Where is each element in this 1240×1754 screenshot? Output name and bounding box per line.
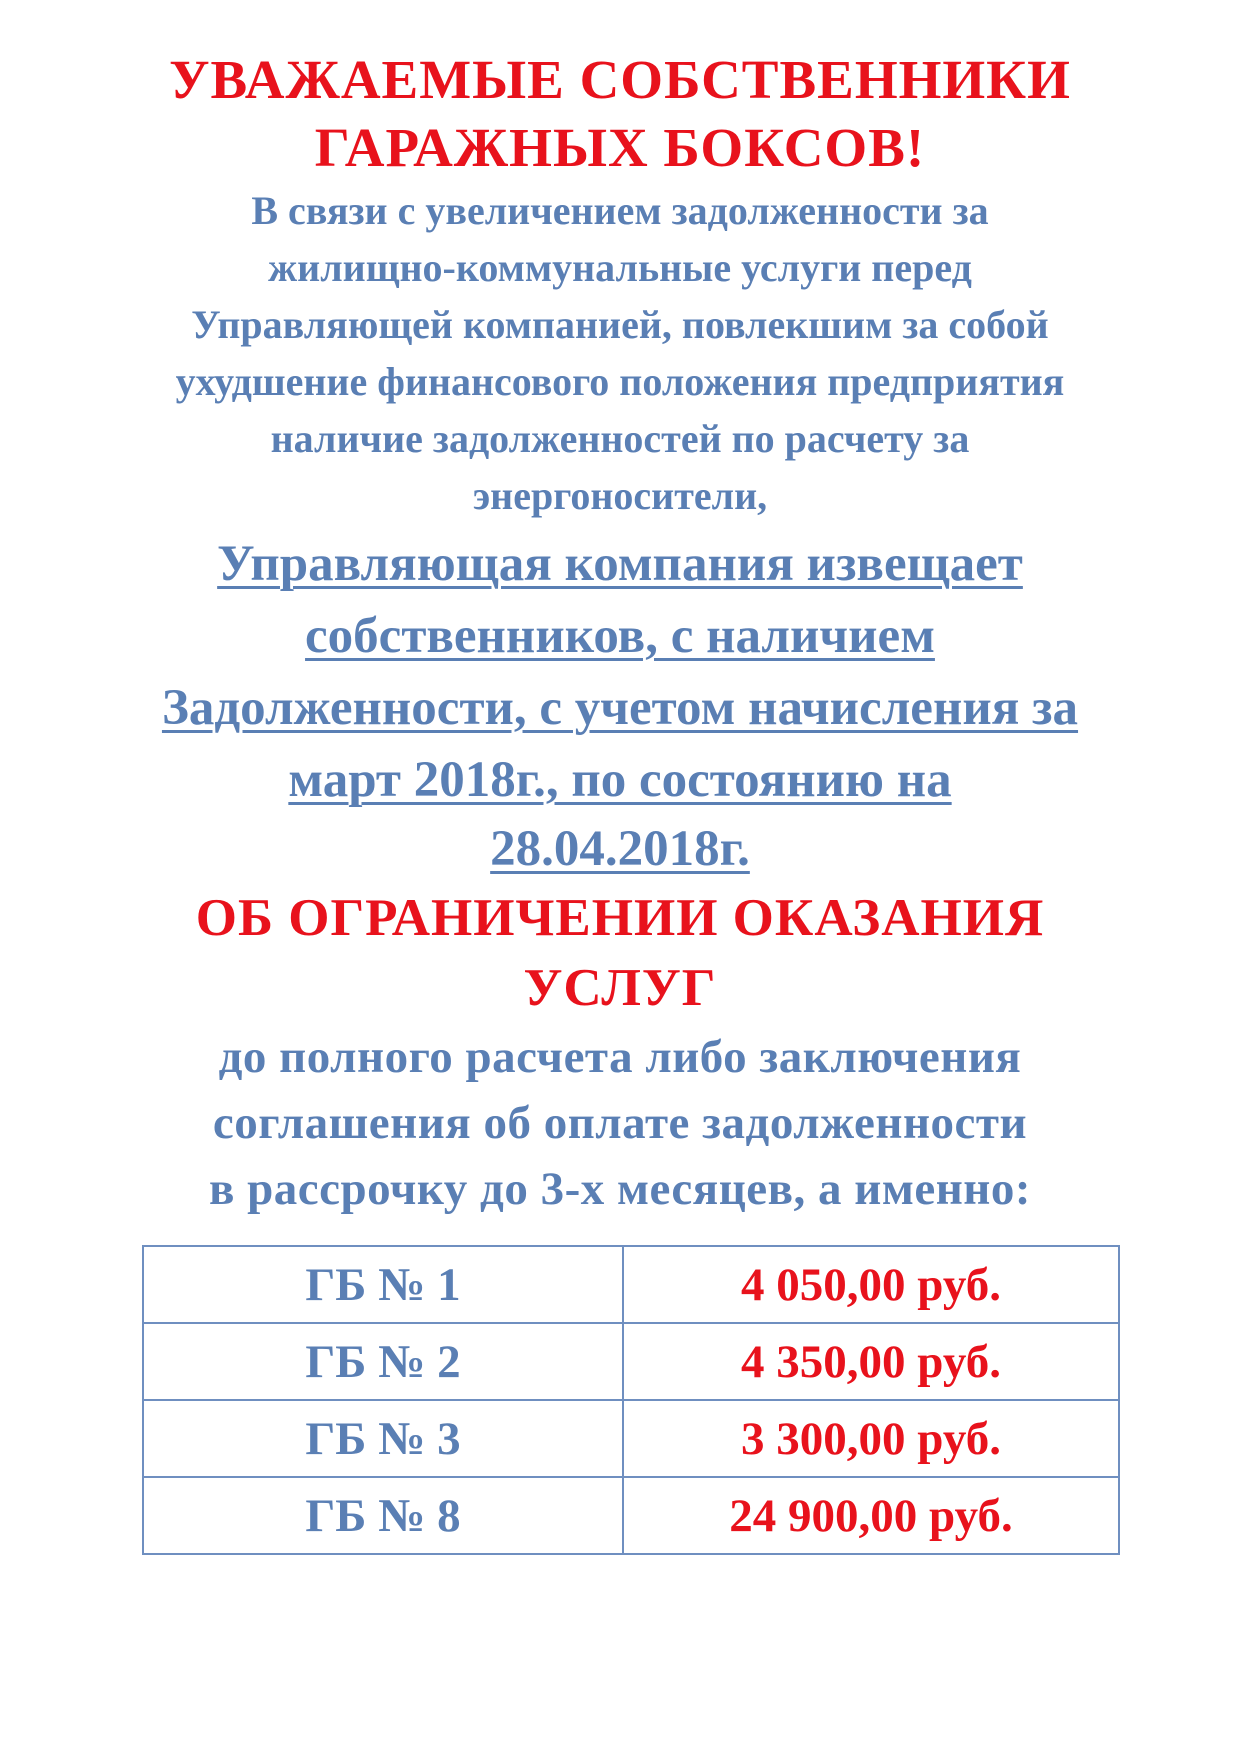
table-row (143, 1323, 1119, 1400)
notice-line-4: март 2018г., по состоянию на (288, 752, 952, 808)
notice-line-5: 28.04.2018г. (490, 821, 750, 877)
heading-line-2: ГАРАЖНЫХ БОКСОВ! (314, 117, 926, 178)
intro-line-2: жилищно-коммунальные услуги перед (268, 245, 972, 290)
heading-line-1: УВАЖАЕМЫЕ СОБСТВЕННИКИ (169, 49, 1071, 110)
intro-line-1: В связи с увеличением задолженности за (251, 188, 989, 233)
debt-amount-cell: 4 050,00 руб. (623, 1246, 1119, 1323)
debt-amount-cell: 24 900,00 руб. (623, 1477, 1119, 1554)
condition-line-2: соглашения об оплате задолженности (212, 1097, 1028, 1149)
garage-box-cell: ГБ № 2 (143, 1323, 623, 1400)
debt-amount-cell: 3 300,00 руб. (623, 1400, 1119, 1477)
notice-line-2: собственников, с наличием (305, 608, 935, 664)
intro-line-6: энергоносители, (472, 473, 768, 518)
condition-line-3: в рассрочку до 3-х месяцев, а именно: (208, 1163, 1032, 1215)
table-row (143, 1246, 1119, 1323)
debts-table (142, 1245, 1120, 1555)
restriction-line-2: УСЛУГ (523, 959, 717, 1017)
garage-box-cell: ГБ № 3 (143, 1400, 623, 1477)
table-row (143, 1477, 1119, 1554)
debt-amount-cell: 4 350,00 руб. (623, 1323, 1119, 1400)
garage-box-cell: ГБ № 1 (143, 1246, 623, 1323)
garage-box-cell: ГБ № 8 (143, 1477, 623, 1554)
condition-line-1: до полного расчета либо заключения (218, 1031, 1022, 1083)
intro-line-3: Управляющей компанией, повлекшим за собой (191, 302, 1049, 347)
notice-line-1: Управляющая компания извещает (217, 536, 1023, 592)
notice-line-3: Задолженности, с учетом начисления за (161, 680, 1079, 736)
table-row (143, 1400, 1119, 1477)
restriction-line-1: ОБ ОГРАНИЧЕНИИ ОКАЗАНИЯ (195, 889, 1045, 947)
intro-line-5: наличие задолженностей по расчету за (270, 416, 970, 461)
intro-line-4: ухудшение финансового положения предприятия (175, 359, 1065, 404)
